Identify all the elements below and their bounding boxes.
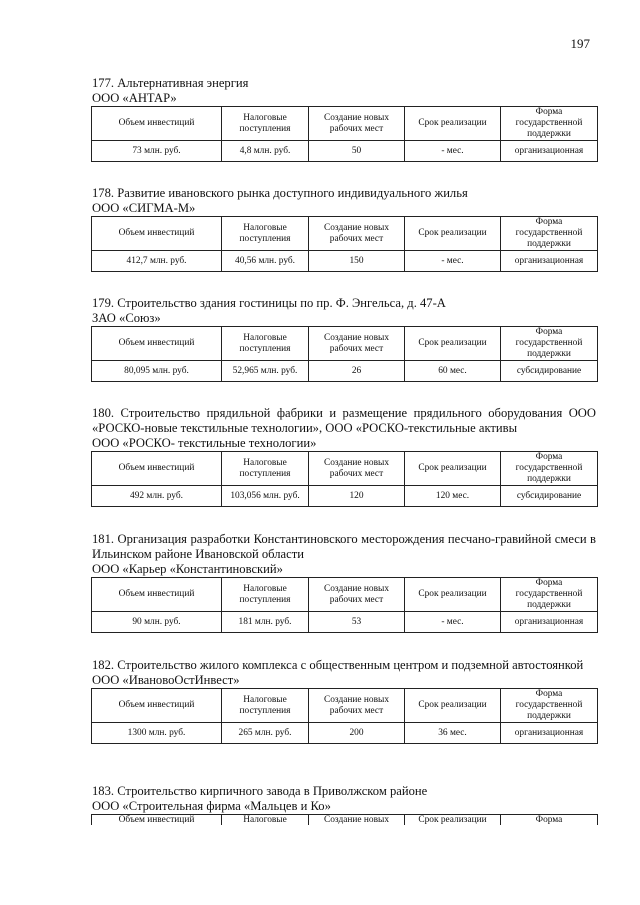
cell-investment: 492 млн. руб. <box>92 486 222 507</box>
header-term: Срок реализации <box>405 217 501 251</box>
header-tax: Налоговые <box>222 815 309 826</box>
project-company: ООО «АНТАР» <box>92 91 177 105</box>
table-header-row <box>92 689 598 723</box>
header-tax: Налоговые поступления <box>222 217 309 251</box>
cell-term: 36 мес. <box>405 723 501 744</box>
cell-support: организационная <box>501 612 598 633</box>
header-jobs: Создание новых рабочих мест <box>309 327 405 361</box>
cell-investment: 1300 млн. руб. <box>92 723 222 744</box>
table-row <box>92 723 598 744</box>
project-company: ООО «Строительная фирма «Мальцев и Ко» <box>92 799 331 813</box>
cell-tax: 181 млн. руб. <box>222 612 309 633</box>
table-row <box>92 251 598 272</box>
header-support: Форма государственной поддержки <box>501 327 598 361</box>
project-company: ООО «РОСКО- текстильные технологии» <box>92 436 317 450</box>
cell-term: 120 мес. <box>405 486 501 507</box>
project-company: ЗАО «Союз» <box>92 311 161 325</box>
cell-support: организационная <box>501 141 598 162</box>
header-term: Срок реализации <box>405 452 501 486</box>
investment-table <box>91 106 598 162</box>
project-company: ООО «ИвановоОстИнвест» <box>92 673 240 687</box>
cell-jobs: 200 <box>309 723 405 744</box>
table-row <box>92 612 598 633</box>
table-header-row <box>92 452 598 486</box>
table-header-row <box>92 217 598 251</box>
project-177 <box>92 76 596 162</box>
investment-table <box>91 688 598 744</box>
cell-support: субсидирование <box>501 361 598 382</box>
project-title: 181. Организация разработки Константиновского месторождения песчано-гравийной смеси в Ильинском районе Ивановской области <box>92 532 596 561</box>
page-number: 197 <box>570 36 590 51</box>
header-term: Срок реализации <box>405 107 501 141</box>
header-support: Форма государственной поддержки <box>501 107 598 141</box>
project-179 <box>92 296 596 382</box>
cell-support: организационная <box>501 251 598 272</box>
project-181 <box>92 532 596 633</box>
header-support: Форма государственной поддержки <box>501 217 598 251</box>
investment-table <box>91 814 598 825</box>
project-title: 178. Развитие ивановского рынка доступного индивидуального жилья <box>92 186 468 200</box>
header-investment: Объем инвестиций <box>92 107 222 141</box>
cell-term: 60 мес. <box>405 361 501 382</box>
cell-jobs: 150 <box>309 251 405 272</box>
header-investment: Объем инвестиций <box>92 689 222 723</box>
header-support: Форма государственной поддержки <box>501 689 598 723</box>
cell-term: - мес. <box>405 251 501 272</box>
cell-investment: 80,095 млн. руб. <box>92 361 222 382</box>
project-183 <box>92 784 596 825</box>
cell-investment: 90 млн. руб. <box>92 612 222 633</box>
header-tax: Налоговые поступления <box>222 578 309 612</box>
header-investment: Объем инвестиций <box>92 452 222 486</box>
cell-tax: 103,056 млн. руб. <box>222 486 309 507</box>
header-jobs: Создание новых рабочих мест <box>309 107 405 141</box>
cell-support: субсидирование <box>501 486 598 507</box>
investment-table <box>91 326 598 382</box>
cell-jobs: 26 <box>309 361 405 382</box>
header-tax: Налоговые поступления <box>222 107 309 141</box>
project-180 <box>92 406 596 507</box>
table-header-row <box>92 107 598 141</box>
project-title: 177. Альтернативная энергия <box>92 76 249 90</box>
cell-jobs: 53 <box>309 612 405 633</box>
header-tax: Налоговые поступления <box>222 452 309 486</box>
header-jobs: Создание новых <box>309 815 405 826</box>
header-jobs: Создание новых рабочих мест <box>309 217 405 251</box>
cell-term: - мес. <box>405 612 501 633</box>
header-investment: Объем инвестиций <box>92 217 222 251</box>
header-jobs: Создание новых рабочих мест <box>309 689 405 723</box>
table-row <box>92 486 598 507</box>
project-company: ООО «СИГМА-М» <box>92 201 196 215</box>
header-support: Форма государственной поддержки <box>501 452 598 486</box>
table-row <box>92 141 598 162</box>
investment-table <box>91 216 598 272</box>
header-jobs: Создание новых рабочих мест <box>309 578 405 612</box>
cell-investment: 73 млн. руб. <box>92 141 222 162</box>
header-term: Срок реализации <box>405 327 501 361</box>
header-tax: Налоговые поступления <box>222 327 309 361</box>
project-182 <box>92 658 596 744</box>
header-investment: Объем инвестиций <box>92 327 222 361</box>
header-term: Срок реализации <box>405 815 501 826</box>
investment-table <box>91 451 598 507</box>
table-header-row <box>92 327 598 361</box>
project-company: ООО «Карьер «Константиновский» <box>92 562 283 576</box>
header-term: Срок реализации <box>405 689 501 723</box>
project-title: 183. Строительство кирпичного завода в Приволжском районе <box>92 784 428 798</box>
table-header-row <box>92 578 598 612</box>
cell-tax: 52,965 млн. руб. <box>222 361 309 382</box>
investment-table <box>91 577 598 633</box>
header-investment: Объем инвестиций <box>92 578 222 612</box>
header-tax: Налоговые поступления <box>222 689 309 723</box>
cell-term: - мес. <box>405 141 501 162</box>
table-row <box>92 361 598 382</box>
header-support: Форма <box>501 815 598 826</box>
header-support: Форма государственной поддержки <box>501 578 598 612</box>
cell-tax: 265 млн. руб. <box>222 723 309 744</box>
cell-investment: 412,7 млн. руб. <box>92 251 222 272</box>
cell-tax: 40,56 млн. руб. <box>222 251 309 272</box>
project-title: 179. Строительство здания гостиницы по пр. Ф. Энгельса, д. 47-А <box>92 296 446 310</box>
table-header-row <box>92 815 598 826</box>
project-title: 182. Строительство жилого комплекса с общественным центром и подземной автостоянкой <box>92 658 584 672</box>
header-investment: Объем инвестиций <box>92 815 222 826</box>
cell-support: организационная <box>501 723 598 744</box>
cell-jobs: 120 <box>309 486 405 507</box>
project-178 <box>92 186 596 272</box>
project-title: 180. Строительство прядильной фабрики и размещение прядильного оборудования ООО «РОСКО-новые текстильные технологии», ООО «РОСКО-текстильные активы <box>92 406 596 435</box>
cell-jobs: 50 <box>309 141 405 162</box>
cell-tax: 4,8 млн. руб. <box>222 141 309 162</box>
header-term: Срок реализации <box>405 578 501 612</box>
header-jobs: Создание новых рабочих мест <box>309 452 405 486</box>
